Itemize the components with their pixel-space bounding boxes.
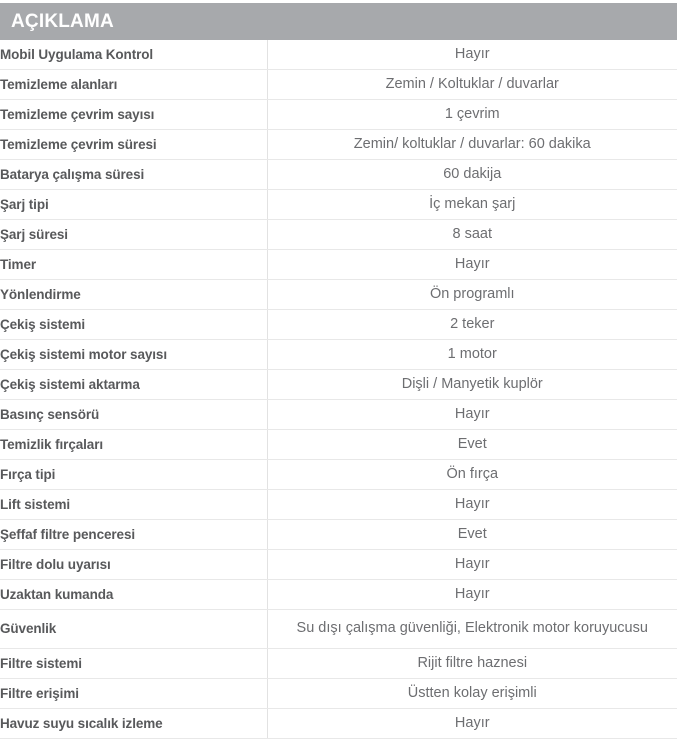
spec-label-cell: Uzaktan kumanda (0, 580, 267, 610)
spec-label-cell: Havuz suyu sıcalık izleme (0, 709, 267, 739)
spec-value-cell: Rijit filtre haznesi (267, 649, 677, 679)
spec-label-cell: Temizleme alanları (0, 70, 267, 100)
spec-label-cell: Filtre dolu uyarısı (0, 550, 267, 580)
spec-value-cell: 2 teker (267, 310, 677, 340)
table-row (0, 649, 677, 679)
spec-label-cell: Şeffaf filtre penceresi (0, 520, 267, 550)
table-row (0, 370, 677, 400)
table-row (0, 520, 677, 550)
table-row (0, 490, 677, 520)
table-row (0, 460, 677, 490)
spec-value-cell: Hayır (267, 250, 677, 280)
spec-value-cell: Hayır (267, 580, 677, 610)
spec-value-cell: Zemin/ koltuklar / duvarlar: 60 dakika (267, 130, 677, 160)
table-row (0, 709, 677, 739)
spec-value-cell: İç mekan şarj (267, 190, 677, 220)
spec-value-cell: Hayır (267, 550, 677, 580)
spec-label-cell: Şarj tipi (0, 190, 267, 220)
spec-value-cell: 60 dakija (267, 160, 677, 190)
spec-value-cell: Hayır (267, 400, 677, 430)
spec-value-cell: Üstten kolay erişimli (267, 679, 677, 709)
table-row (0, 400, 677, 430)
spec-value-cell: Hayır (267, 40, 677, 70)
spec-label-cell: Lift sistemi (0, 490, 267, 520)
spec-label-cell: Temizleme çevrim sayısı (0, 100, 267, 130)
spec-label-cell: Güvenlik (0, 610, 267, 649)
table-row (0, 679, 677, 709)
spec-value-cell: Dişli / Manyetik kuplör (267, 370, 677, 400)
table-row (0, 580, 677, 610)
table-row (0, 280, 677, 310)
table-row (0, 100, 677, 130)
section-header-aciklama (0, 3, 677, 40)
spec-label-cell: Temizlik fırçaları (0, 430, 267, 460)
spec-label-cell: Çekiş sistemi motor sayısı (0, 340, 267, 370)
specification-table-body (0, 40, 677, 739)
spec-value-cell: 1 çevrim (267, 100, 677, 130)
section-header-title: AÇIKLAMA (11, 11, 114, 32)
spec-value-cell: Ön fırça (267, 460, 677, 490)
table-row (0, 550, 677, 580)
spec-label-cell: Yönlendirme (0, 280, 267, 310)
spec-label-cell: Çekiş sistemi aktarma (0, 370, 267, 400)
table-row (0, 430, 677, 460)
spec-label-cell: Filtre erişimi (0, 679, 267, 709)
specification-table (0, 40, 677, 739)
table-row (0, 40, 677, 70)
spec-value-cell: 8 saat (267, 220, 677, 250)
spec-label-cell: Batarya çalışma süresi (0, 160, 267, 190)
table-row (0, 610, 677, 649)
table-row (0, 220, 677, 250)
spec-value-cell: Su dışı çalışma güvenliği, Elektronik motor koruyucusu (267, 610, 677, 649)
spec-label-cell: Çekiş sistemi (0, 310, 267, 340)
table-row (0, 310, 677, 340)
spec-value-cell: Hayır (267, 709, 677, 739)
table-row (0, 340, 677, 370)
spec-label-cell: Basınç sensörü (0, 400, 267, 430)
spec-value-cell: Zemin / Koltuklar / duvarlar (267, 70, 677, 100)
spec-label-cell: Şarj süresi (0, 220, 267, 250)
table-row (0, 250, 677, 280)
table-row (0, 70, 677, 100)
spec-label-cell: Mobil Uygulama Kontrol (0, 40, 267, 70)
table-row (0, 130, 677, 160)
spec-value-cell: Evet (267, 430, 677, 460)
spec-label-cell: Filtre sistemi (0, 649, 267, 679)
spec-value-cell: Hayır (267, 490, 677, 520)
spec-value-cell: 1 motor (267, 340, 677, 370)
spec-value-cell: Ön programlı (267, 280, 677, 310)
spec-value-cell: Evet (267, 520, 677, 550)
table-row (0, 190, 677, 220)
spec-label-cell: Temizleme çevrim süresi (0, 130, 267, 160)
spec-label-cell: Timer (0, 250, 267, 280)
spec-label-cell: Fırça tipi (0, 460, 267, 490)
table-row (0, 160, 677, 190)
